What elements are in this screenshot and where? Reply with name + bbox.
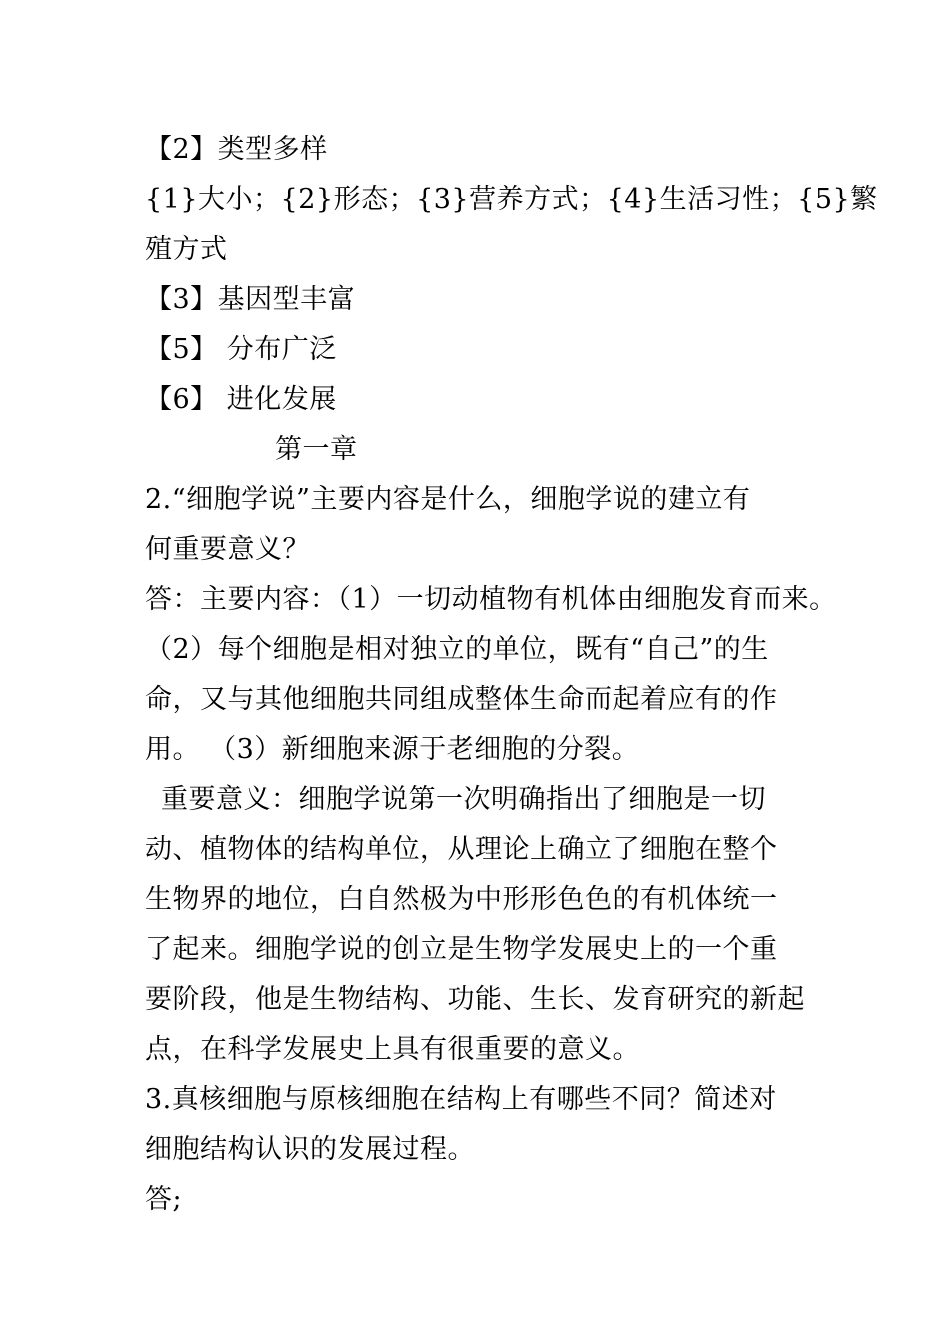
item-types-diverse: 【2】类型多样 xyxy=(145,134,328,165)
significance-para-cont-2: 生物界的地位，白自然极为中形形色色的有机体统一 xyxy=(145,884,778,915)
question-2: 2.“细胞学说”主要内容是什么，细胞学说的建立有 xyxy=(145,484,751,515)
answer-2-point-2: （2）每个细胞是相对独立的单位，既有“自己”的生 xyxy=(145,634,769,665)
significance-para-cont-1: 动、植物体的结构单位，从理论上确立了细胞在整个 xyxy=(145,834,778,865)
answer-2-intro: 答：主要内容：（1）一切动植物有机体由细胞发育而来。 xyxy=(145,584,837,615)
significance-para-cont-3: 了起来。细胞学说的创立是生物学发展史上的一个重 xyxy=(145,934,778,965)
significance-para-cont-5: 点，在科学发展史上具有很重要的意义。 xyxy=(145,1034,640,1065)
answer-3: 答; xyxy=(145,1184,183,1215)
item-types-detail-cont: 殖方式 xyxy=(145,234,228,265)
item-types-detail: {1}大小；{2}形态；{3}营养方式；{4}生活习性；{5}繁 xyxy=(145,184,878,215)
item-genotype: 【3】基因型丰富 xyxy=(145,284,356,315)
document-body xyxy=(145,125,878,1225)
significance-para-cont-4: 要阶段，他是生物结构、功能、生长、发育研究的新起 xyxy=(145,984,805,1015)
chapter-heading: 第一章 xyxy=(275,434,358,465)
question-2-cont: 何重要意义？ xyxy=(145,534,310,565)
question-3: 3.真核细胞与原核细胞在结构上有哪些不同？简述对 xyxy=(145,1084,777,1115)
significance-para: 重要意义：细胞学说第一次明确指出了细胞是一切 xyxy=(161,784,766,815)
answer-2-point-3: 用。 （3）新细胞来源于老细胞的分裂。 xyxy=(145,734,640,765)
question-3-cont: 细胞结构认识的发展过程。 xyxy=(145,1134,475,1165)
item-evolution: 【6】 进化发展 xyxy=(145,384,337,415)
answer-2-point-2-cont: 命，又与其他细胞共同组成整体生命而起着应有的作 xyxy=(145,684,778,715)
item-distribution: 【5】 分布广泛 xyxy=(145,334,337,365)
